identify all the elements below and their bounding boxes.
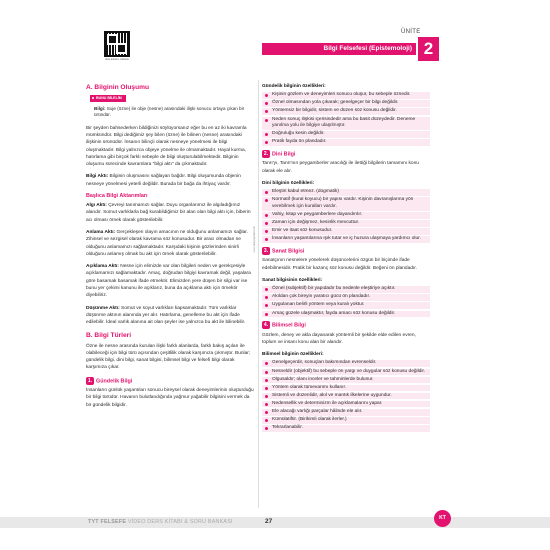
list-item: Sistemli ve düzenlidir, akıl ve mantık ilkelerine uygundur. — [262, 393, 430, 400]
list-title: Gündelik bilginin özellikleri: — [262, 84, 326, 89]
paragraph: Bir şeyden bahsederken bildiğinizi söylüyorsanız eğer bu en az iki kavramla mümkündür. Bilgi dediğimiz şey bilen (özne) ile bilinen (nesne) arasındaki ilişkinin ürünüdür. İnsanın bilinçli olarak nesneye yönelmesi ile bilgi oluşmaktadır. Bilgi yalnızca objeye yönelme ile olmamaktadır. Hayal kurma, hatırlama gibi birçok farklı sebeple de bilgi oluşturulabilmektedir. Bilginin oluşumu sürecinde kavramlara "bilgi aktı" da çıkmaktadır. — [86, 125, 247, 168]
list-item: Neden sonuç ilişkisi içerisindedir ama bu basit düzeydedir. Deneme yanılma yolu ile bilgiye ulaşılmıştır. — [262, 117, 430, 130]
list-bilimsel — [262, 360, 430, 431]
page-number: 27 — [265, 518, 273, 525]
definition-box: Bilgi: Suje (özne) ile obje (nesne) arasındaki ilişki sonucu ortaya çıkan bir üründür. — [94, 105, 245, 118]
list-item: Pratik fayda ön plandadır. — [262, 139, 430, 146]
paragraph: Tanrı'yı, Tanrı'nın peygamberler aracılığı ile ilettiği bilgilerin tamamını konu olarak ele alır. — [262, 161, 419, 174]
footer-title-bold: TYT FELSEFE — [88, 519, 127, 525]
right-column — [262, 80, 430, 436]
list-gundelik — [262, 92, 430, 146]
list-item: İnsanların yaşantılarına ışık tutar ve iç huzura ulaşmaya yardımcı olur. — [262, 236, 430, 243]
heading-text: Gündelik Bilgi — [96, 378, 133, 385]
list-item: Kişinin gözlem ve deneyimleri sonucu oluşur, bu sebeple öznedir. — [262, 92, 430, 99]
list-item: Eleştiri kabul etmez. (dogmatik) — [262, 189, 430, 196]
term: Algı Aktı: — [86, 203, 107, 209]
section-a-title: A. Bilginin Oluşumu — [86, 84, 150, 91]
paragraph — [86, 263, 254, 299]
term-text: Çevreyi tanımamızı sağlar. Duyu organlarımız ile algıladığımız alandır. Somut varlıklarla bağ kurabildiğimiz bir alan olan bilgi aktı için, biberin acı olması örnek olarak gösterilebilir. — [86, 203, 251, 223]
paragraph: Gözlem, deney ve akla dayanarak yöntemli bir şekilde elde edilen evren, toplum ve insanı konu alan bir alandır. — [262, 332, 416, 345]
footer-band — [0, 517, 550, 528]
heading-text: Sanat Bilgisi — [272, 248, 305, 255]
heading-text: Dini Bilgi — [272, 151, 296, 158]
qr-code[interactable] — [104, 31, 130, 57]
list-item: Emir ve itaat söz konusudur. — [262, 228, 430, 235]
list-dini — [262, 189, 430, 243]
publisher-badge: KT — [434, 510, 451, 527]
list-item: Normatif (kural koyucu) bir yapısı vardır. Kişinin davranışlarına yön verebilmek için kuralları vardır. — [262, 197, 430, 210]
list-item: Nesneldir (objektif) bu sebeple ön yargı ve duygular söz konusu değildir. — [262, 369, 430, 376]
list-item: Uygulanan belirli yöntem veya kuralı yoktur. — [262, 302, 430, 309]
list-item: Tekrarlanabilir. — [262, 425, 430, 432]
list-item: Ele alacağı varlığı parçalar hâlinde ele alır. — [262, 409, 430, 416]
paragraph — [86, 202, 254, 224]
term: Bilgi Aktı: — [86, 174, 109, 180]
subheading: Başlıca Bilgi Aktarımları — [86, 193, 148, 200]
list-title: Dini bilginin özellikleri: — [262, 180, 315, 186]
heading-dini — [262, 150, 430, 158]
number-badge: 1. — [87, 377, 93, 384]
footer-title-rest: VİDEO DERS KİTABI & SORU BANKASI — [126, 519, 233, 525]
term: Düşünme Aktı: — [86, 305, 120, 311]
list-title: Bilimsel bilginin özellikleri: — [262, 352, 324, 358]
list-item: Zaman için değişmez, kesinlik mevcuttur. — [262, 220, 430, 227]
list-item: Öznel olmasından yola çıkarak; genelgeçer bir bilgi değildir. — [262, 100, 430, 107]
left-column — [86, 80, 254, 414]
list-item: Akıldan çok bireyin yaratıcı gücü ön plandadır. — [262, 294, 430, 301]
footer-book-title — [88, 519, 233, 525]
list-title: Sanat bilgisinin özellikleri: — [262, 277, 323, 283]
heading-gundelik — [86, 377, 254, 385]
list-item: Öznel (subjektif) bir yapıdadır bu nedenle eleştiriye açıktır. — [262, 286, 430, 293]
list-item: Kümülatiftir. (Birikimli olarak ilerler.) — [262, 417, 430, 424]
list-item: Yöntem olarak tümevarımı kullanır. — [262, 385, 430, 392]
list-item: Amaç güzele ulaşmaktır, fayda amacı söz konusu değildir. — [262, 311, 430, 318]
paragraph — [86, 229, 254, 258]
list-item: Doğruluğu kesin değildir. — [262, 131, 430, 138]
paragraph — [86, 173, 254, 188]
term-text: Somut ve soyut varlıkları kapsamaktadır. Tüm varlıklar düşünme aktının alanında yer alır. Hatırlama, genelleme bu akt için ifade edilebilir. İdeal varlık alanına ait olan şeyler ise yalnızca bu akt ile bilinebilir. — [86, 305, 246, 326]
term: Açıklama Aktı: — [86, 264, 119, 270]
unit-number: 2 — [418, 37, 439, 61]
heading-sanat — [262, 247, 430, 255]
qr-caption: ders anlatım videosu — [105, 58, 129, 61]
unit-label: ÜNİTE — [401, 29, 421, 35]
list-sanat — [262, 286, 430, 317]
info-tag: BUNU BİLELİM — [90, 95, 126, 102]
paragraph: Özne ile nesne arasında kurulan ilişki farklı alanlarda, farklı bakış açıları ile olabileceği için bilgi türü açısından çeşitlilik olarak karşımıza çıkmıştır. Bunlar; gündelik bilgi, dini bilgi, sanat bilgisi, bilimsel bilgi ve felsefi bilgi olarak karşımıza çıkar. — [86, 343, 251, 371]
list-item: Vahiy, kitap ve peygamberlere dayandırılır. — [262, 212, 430, 219]
heading-bilimsel — [262, 321, 430, 329]
term-text: Gerçekleşen olayın amacının ne olduğunu anlamamızı sağlar. Zihinsel ve sezgisel olarak kavrama söz konusudur. Bir aracı olmadan ne olduğunu anlamamızı sağlamaktadır. Karşıdaki kişinin gözlerinden sinirli olduğunu anlamış olmak bu akt için örnek olarak gösterilebilir. — [86, 229, 248, 257]
heading-text: Bilimsel Bilgi — [272, 322, 306, 329]
paragraph — [86, 305, 254, 327]
column-divider — [258, 80, 259, 508]
term-text: Nesne için elimizde var olan bilgileri neden ve gerekçesiyle açıklamamızı sağlamaktadır. Amaç, doğrudan bilgiyi kavramak değil, yaşalara göre basamak basamak ifade etmektir. Elimizden yere düşen bir silgi var ise bunu yer çekimi kanunu ile açıklarız, buna da açıklama aktı için örnektir diyebiliriz. — [86, 264, 251, 299]
list-item: Yöntemsiz bir bilgidir, sistem ve düzen söz konusu değildir. — [262, 108, 430, 115]
list-item: Olgusaldır; olanı inceler ve tahminlerde bulunur. — [262, 377, 430, 384]
term: Anlama Aktı: — [86, 229, 116, 235]
topic-title: Bilgi Felsefesi (Epistemoloji) — [262, 43, 416, 55]
paragraph: Sanatçının nesnelere yönelerek düşüncelerini özgün bir biçimde ifade edebilmesidir. Pratik bir kazanç söz konusu değildir. Beğeni ön plandadır. — [262, 258, 417, 271]
section-b-title: B. Bilgi Türleri — [86, 331, 132, 339]
term-text: Bilginin oluşmasını sağlayan bağdır. Bilgi oluşumunda objenin nesneye yönelmesi yeterli değildir. Burada bir bağa da ihtiyaç vardır. — [86, 174, 241, 187]
paragraph: İnsanların günlük yaşantıları sonucu bireysel olarak deneyimlerinin oluşturduğu bir bilgi türüdür. Havanın bulutlandığında yağmur yağabilir bilgisini vermek da bir gündelik bilgidir. — [86, 388, 254, 408]
number-badge: 2. — [263, 150, 269, 157]
list-item: Genelgeçerdir, sonuçları bakımından evrenseldir. — [262, 360, 430, 367]
side-url: www.sinavyayinlari.com — [253, 226, 256, 253]
number-badge: 3. — [263, 247, 269, 254]
number-badge: 4. — [263, 322, 269, 329]
list-item: Nedensellik ve determinizm ile açıklamalarını yapar. — [262, 401, 430, 408]
